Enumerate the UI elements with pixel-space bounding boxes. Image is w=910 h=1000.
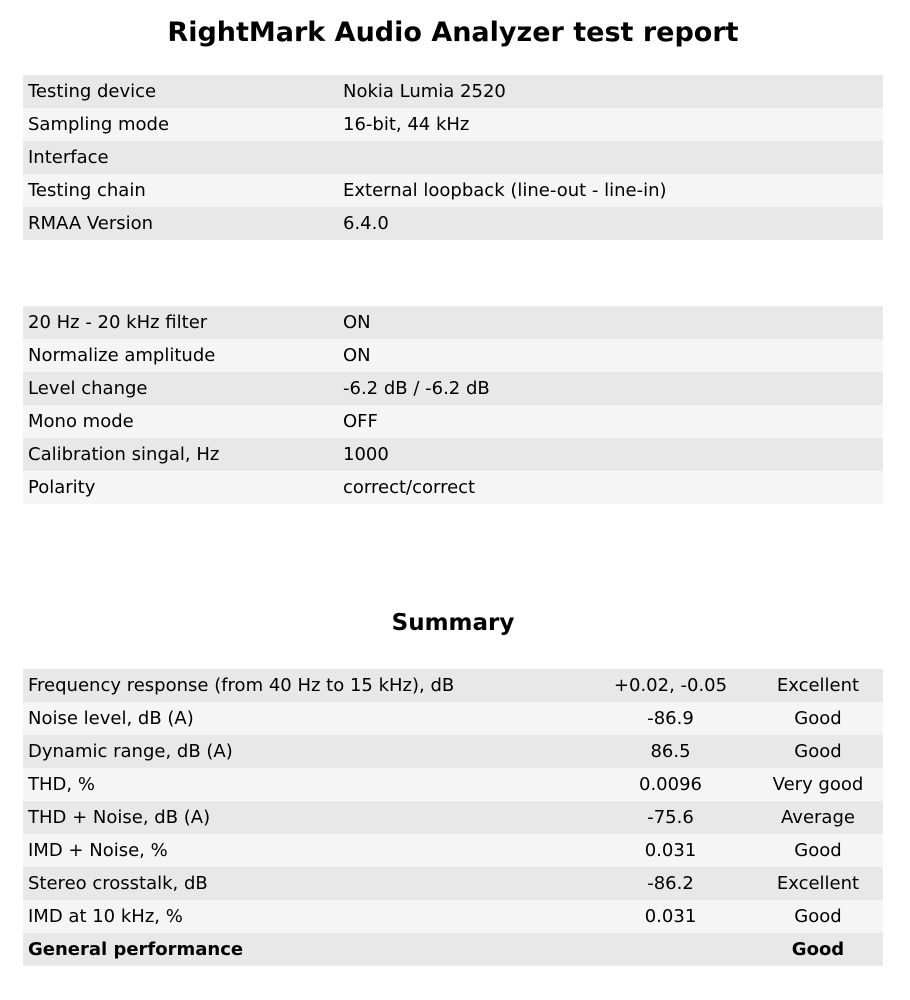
report-title: RightMark Audio Analyzer test report (167, 17, 739, 48)
table-row (23, 75, 883, 108)
row-label: Level change (23, 372, 338, 405)
table-row (23, 702, 883, 735)
row-label: Interface (23, 141, 338, 174)
table-row (23, 306, 883, 339)
metric-value: 0.031 (588, 900, 753, 933)
table-row (23, 801, 883, 834)
row-value: -6.2 dB / -6.2 dB (338, 372, 883, 405)
metric-label: Stereo crosstalk, dB (23, 867, 588, 900)
metric-rating: Average (753, 801, 883, 834)
row-value: 1000 (338, 438, 883, 471)
metric-label: Frequency response (from 40 Hz to 15 kHz), dB (23, 669, 588, 702)
table-row (23, 669, 883, 702)
metric-label: THD, % (23, 768, 588, 801)
metric-value: -86.2 (588, 867, 753, 900)
row-label: Polarity (23, 471, 338, 504)
table-row (23, 438, 883, 471)
metric-label: IMD at 10 kHz, % (23, 900, 588, 933)
metric-rating: Good (753, 702, 883, 735)
row-label: Mono mode (23, 405, 338, 438)
device-info-table (23, 75, 883, 240)
table-row (23, 339, 883, 372)
table-row (23, 141, 883, 174)
metric-rating: Excellent (753, 669, 883, 702)
metric-value: -86.9 (588, 702, 753, 735)
row-value: 6.4.0 (338, 207, 883, 240)
row-label: Normalize amplitude (23, 339, 338, 372)
metric-value: -75.6 (588, 801, 753, 834)
metric-value: 0.031 (588, 834, 753, 867)
metric-rating: Very good (753, 768, 883, 801)
metric-value: 0.0096 (588, 768, 753, 801)
row-value: Nokia Lumia 2520 (338, 75, 883, 108)
row-label: 20 Hz - 20 kHz filter (23, 306, 338, 339)
row-label: Testing device (23, 75, 338, 108)
table-row (23, 834, 883, 867)
metric-rating: Good (753, 735, 883, 768)
metric-label: THD + Noise, dB (A) (23, 801, 588, 834)
row-value: OFF (338, 405, 883, 438)
general-performance-label: General performance (23, 933, 588, 966)
summary-heading: Summary (391, 610, 515, 636)
metric-label: Dynamic range, dB (A) (23, 735, 588, 768)
row-value: External loopback (line-out - line-in) (338, 174, 883, 207)
table-row (23, 372, 883, 405)
metric-rating: Good (753, 900, 883, 933)
general-performance-value (588, 933, 753, 966)
table-row (23, 768, 883, 801)
row-label: RMAA Version (23, 207, 338, 240)
row-label: Calibration singal, Hz (23, 438, 338, 471)
row-value: 16-bit, 44 kHz (338, 108, 883, 141)
settings-table (23, 306, 883, 504)
metric-rating: Good (753, 834, 883, 867)
table-row (23, 405, 883, 438)
row-value: correct/correct (338, 471, 883, 504)
table-row (23, 108, 883, 141)
row-value (338, 141, 883, 174)
row-label: Testing chain (23, 174, 338, 207)
table-row (23, 900, 883, 933)
metric-label: IMD + Noise, % (23, 834, 588, 867)
general-performance-row (23, 933, 883, 966)
row-value: ON (338, 339, 883, 372)
metric-value: 86.5 (588, 735, 753, 768)
table-row (23, 471, 883, 504)
table-row (23, 867, 883, 900)
summary-table (23, 669, 883, 966)
row-label: Sampling mode (23, 108, 338, 141)
general-performance-rating: Good (753, 933, 883, 966)
row-value: ON (338, 306, 883, 339)
metric-rating: Excellent (753, 867, 883, 900)
metric-value: +0.02, -0.05 (588, 669, 753, 702)
metric-label: Noise level, dB (A) (23, 702, 588, 735)
table-row (23, 174, 883, 207)
table-row (23, 207, 883, 240)
table-row (23, 735, 883, 768)
